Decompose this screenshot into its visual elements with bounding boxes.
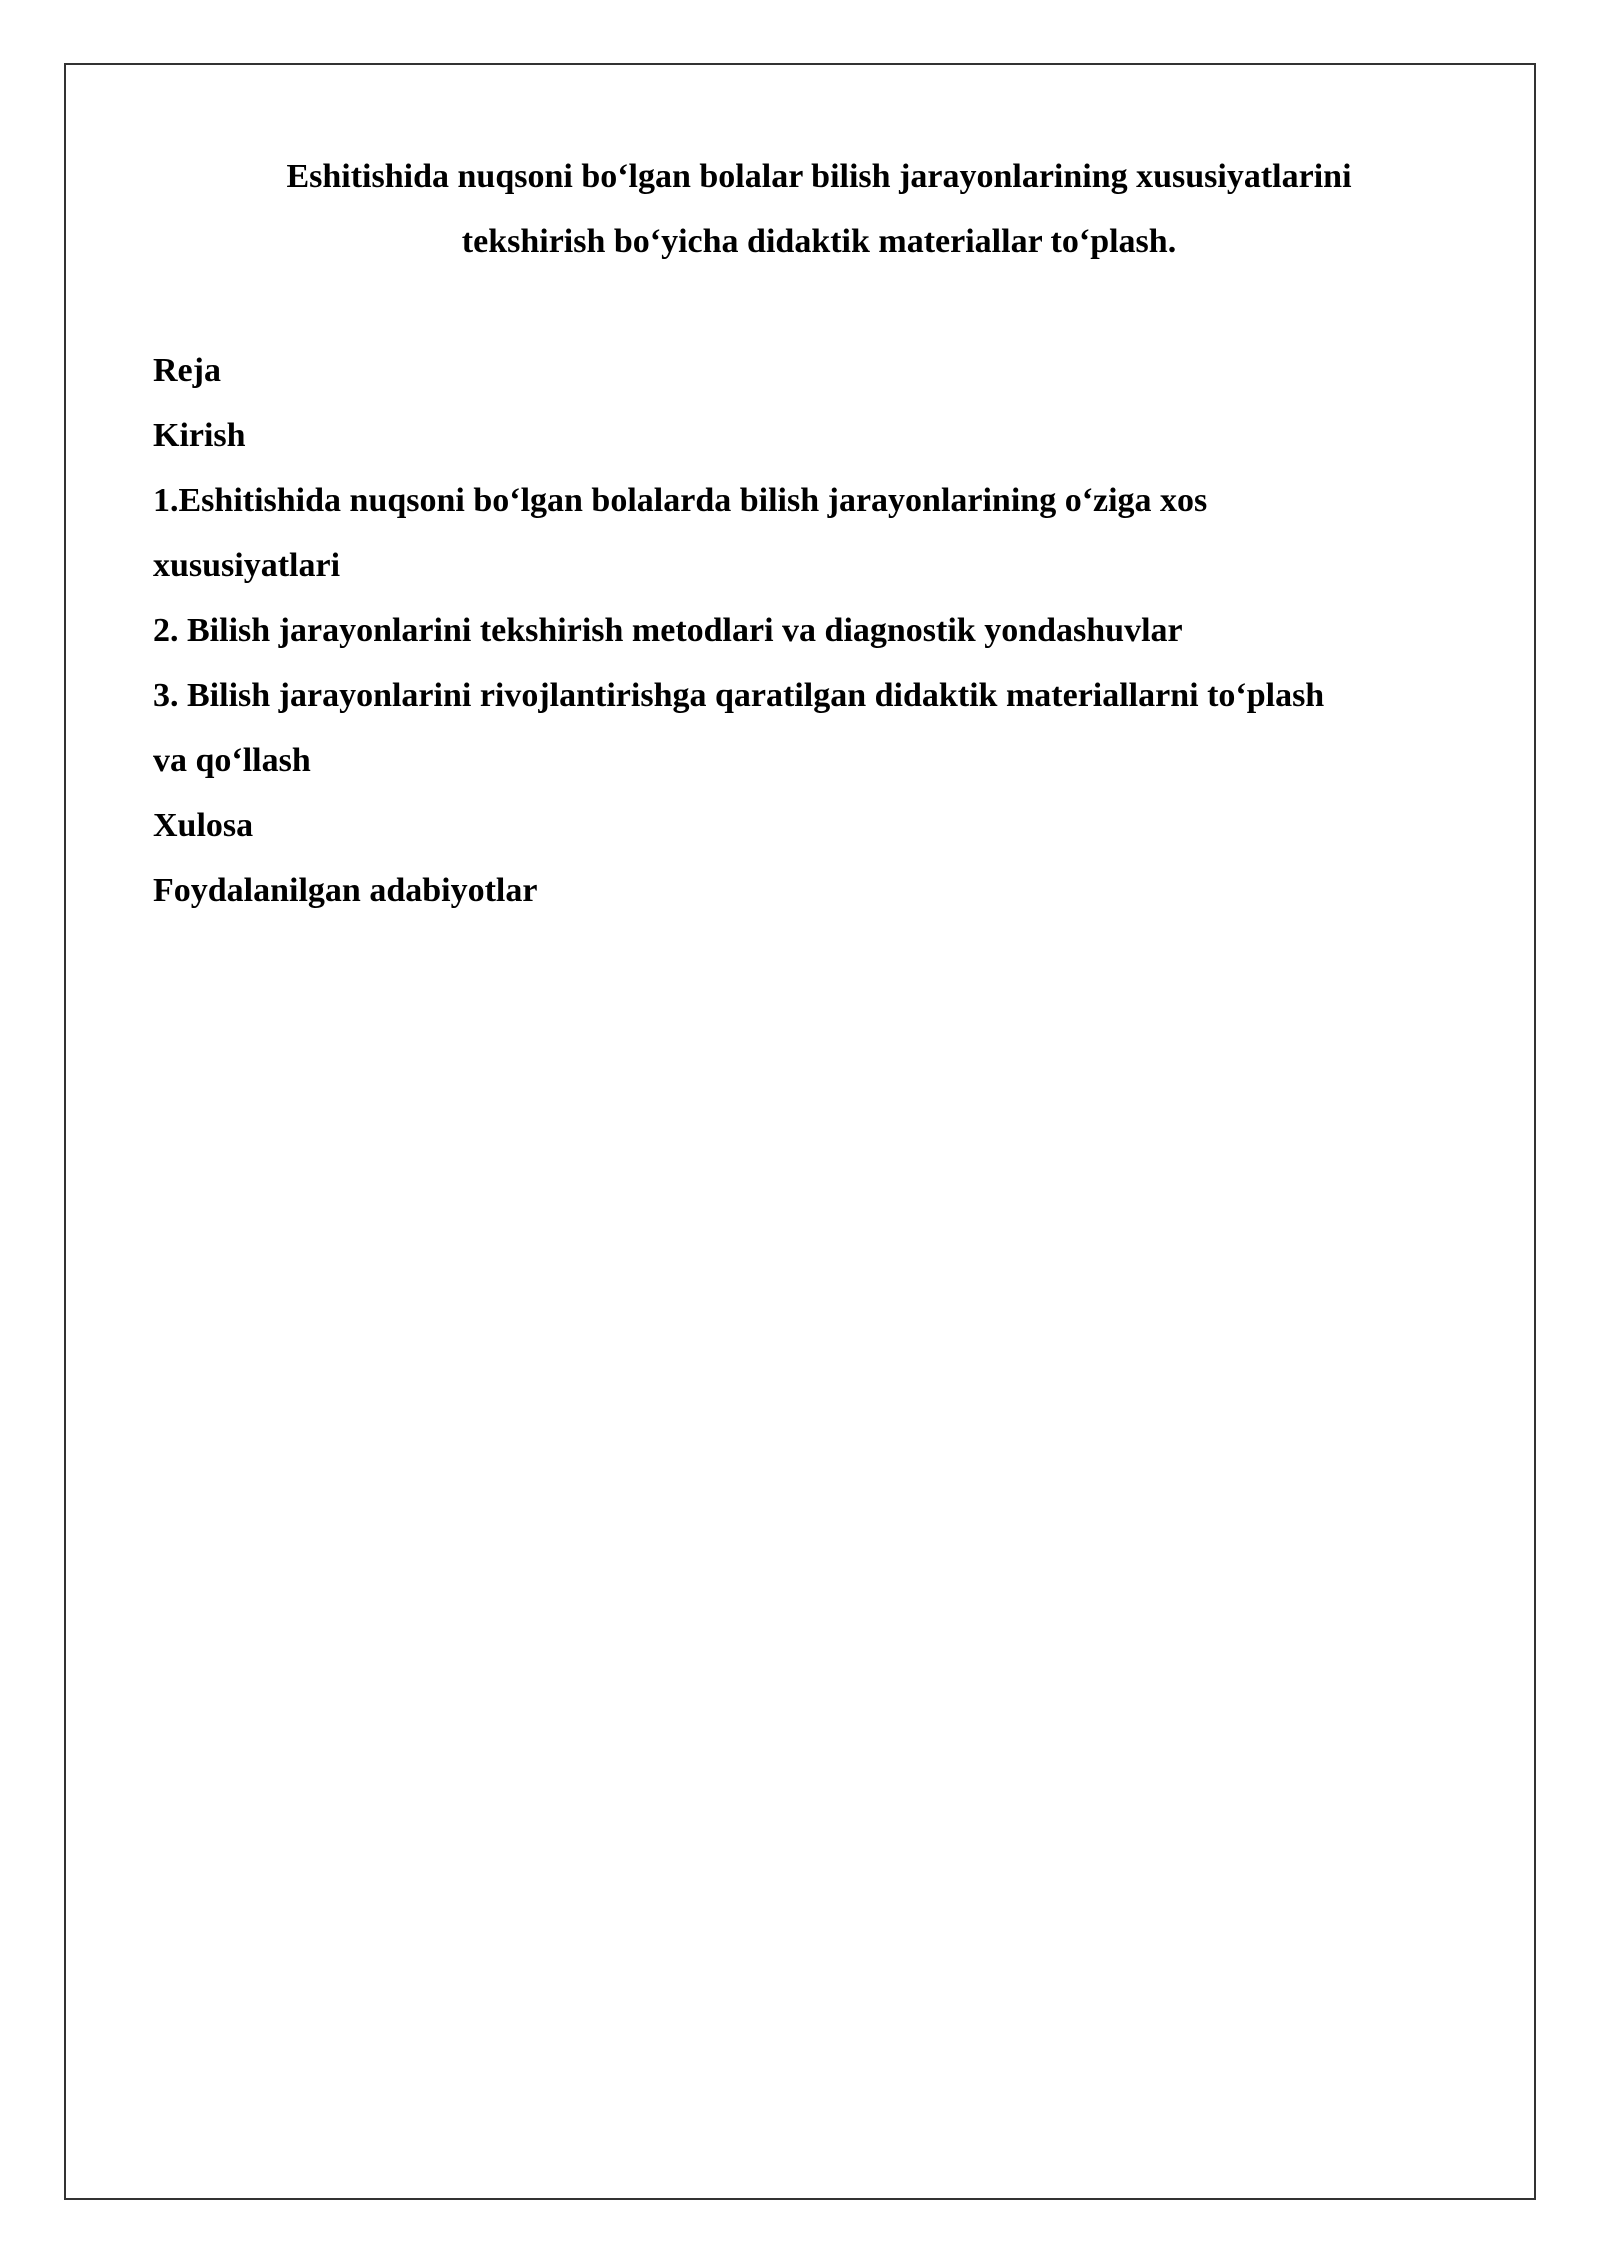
title-line-2: tekshirish bo‘yicha didaktik materiallar to‘plash. (461, 223, 1177, 260)
title-line-1: Eshitishida nuqsoni bo‘lgan bolalar bilish jarayonlarining xususiyatlarini (286, 158, 1352, 195)
toc-heading-reja: Reja (153, 352, 221, 389)
toc-item-3-continuation: va qo‘llash (153, 742, 311, 779)
toc-item-1-continuation: xususiyatlari (153, 547, 341, 584)
toc-item-kirish: Kirish (153, 417, 246, 454)
toc-item-1: 1.Eshitishida nuqsoni bo‘lgan bolalarda bilish jarayonlarining o‘ziga xos (153, 482, 1208, 519)
toc-item-adabiyotlar: Foydalanilgan adabiyotlar (153, 872, 538, 909)
table-of-contents (153, 338, 1485, 923)
toc-item-3: 3. Bilish jarayonlarini rivojlantirishga qaratilgan didaktik materiallarni to‘plash (153, 677, 1325, 714)
toc-item-2: 2. Bilish jarayonlarini tekshirish metodlari va diagnostik yondashuvlar (153, 612, 1183, 649)
document-title (153, 144, 1485, 274)
toc-item-xulosa: Xulosa (153, 807, 254, 844)
